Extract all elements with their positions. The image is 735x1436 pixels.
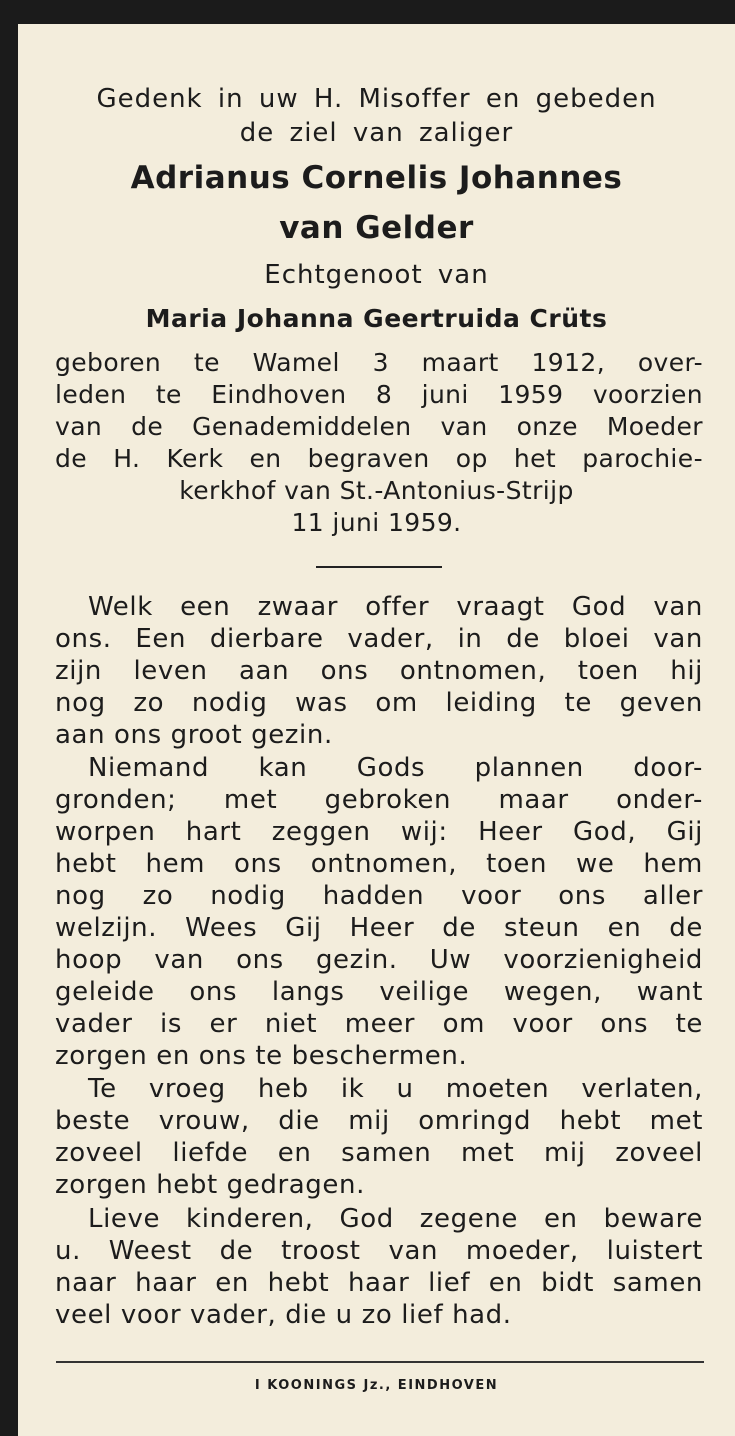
details-line: geboren te Wamel 3 maart 1912, over- [55,348,703,377]
text-line: u. Weest de troost van moeder, luistert [55,1236,703,1266]
spouse-label: Echtgenoot van [264,260,489,290]
details-line: de H. Kerk en begraven op het parochie- [55,444,703,473]
text-line: nog zo nodig hadden voor ons aller [55,881,703,911]
intro-line-2: de ziel van zaliger [239,118,514,148]
text-line: geleide ons langs veilige wegen, want [55,977,703,1007]
text-line: vader is er niet meer om voor ons te [55,1009,703,1039]
text-line: Lieve kinderen, God zegene en beware [88,1204,703,1234]
printer-credit: I KOONINGS Jz., EINDHOVEN [254,1378,499,1393]
intro-line-1: Gedenk in uw H. Misoffer en gebeden [96,84,657,114]
text-line: hoop van ons gezin. Uw voorzienigheid [55,945,703,975]
details-line: kerkhof van St.-Antonius-Strijp [179,476,574,505]
text-line: Te vroeg heb ik u moeten verlaten, [88,1074,703,1104]
text-line: Niemand kan Gods plannen door- [88,753,703,783]
text-line: zijn leven aan ons ontnomen, toen hij [55,656,703,686]
text-line: ons. Een dierbare vader, in de bloei van [55,624,703,654]
section-divider [316,566,442,568]
text-line: zorgen en ons te beschermen. [55,1041,468,1071]
details-line: van de Genademiddelen van onze Moeder [55,412,703,441]
footer-divider [56,1361,704,1363]
text-line: worpen hart zeggen wij: Heer God, Gij [55,817,703,847]
text-line: veel voor vader, die u zo lief had. [55,1300,512,1330]
text-line: naar haar en hebt haar lief en bidt samen [55,1268,703,1298]
details-line: 11 juni 1959. [291,508,462,537]
text-line: Welk een zwaar offer vraagt God van [88,592,703,622]
text-line: aan ons groot gezin. [55,720,333,750]
text-line: nog zo nodig was om leiding te geven [55,688,703,718]
spouse-name: Maria Johanna Geertruida Crüts [145,304,608,333]
details-line: leden te Eindhoven 8 juni 1959 voorzien [55,380,703,409]
text-line: gronden; met gebroken maar onder- [55,785,703,815]
text-line: welzijn. Wees Gij Heer de steun en de [55,913,703,943]
text-line: zoveel liefde en samen met mij zoveel [55,1138,703,1168]
deceased-name-line-2: van Gelder [279,210,474,246]
deceased-name-line-1: Adrianus Cornelis Johannes [130,160,623,196]
memorial-card [18,24,735,1436]
text-line: zorgen hebt gedragen. [55,1170,365,1200]
text-line: hebt hem ons ontnomen, toen we hem [55,849,703,879]
text-line: beste vrouw, die mij omringd hebt met [55,1106,703,1136]
